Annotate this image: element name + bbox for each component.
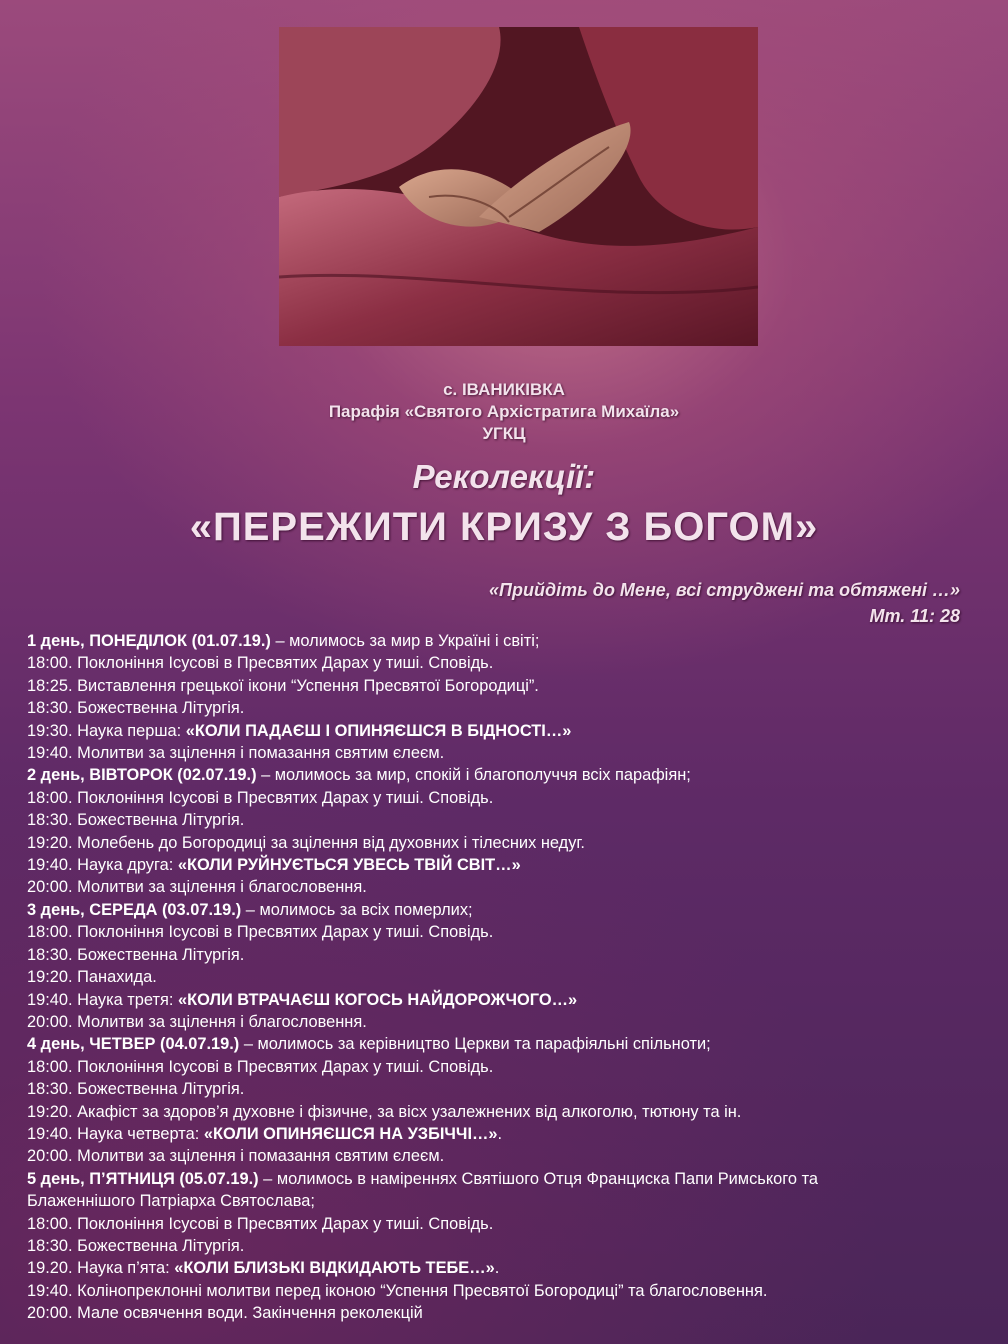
schedule-line-time: 19:40. Наука друга: — [27, 856, 178, 875]
schedule-line — [27, 1056, 987, 1078]
schedule-line — [27, 675, 987, 697]
schedule-line — [27, 1302, 987, 1324]
schedule-line-text: . — [497, 1124, 503, 1143]
schedule-list — [27, 630, 987, 1325]
schedule-line — [27, 944, 987, 966]
schedule-line — [27, 720, 987, 742]
schedule-line-text: 19:20. Акафіст за здоров’я духовне і фізичне, за віcх узалежнених від алкоголю, тютюну та ін. — [27, 1102, 742, 1121]
schedule-line — [27, 1190, 987, 1212]
schedule-line — [27, 832, 987, 854]
schedule-line — [27, 652, 987, 674]
schedule-line-text: 18:30. Божественна Літургія. — [27, 1080, 245, 1099]
schedule-line — [27, 1078, 987, 1100]
schedule-line-text: 20:00. Молитви за зцілення і помазання святим єлеєм. — [27, 1147, 445, 1166]
village-name: с. ІВАНИКІВКА — [443, 380, 565, 399]
schedule-line-time: 19.20. Наука п’ята: — [27, 1259, 175, 1278]
schedule-line — [27, 1033, 987, 1055]
schedule-line-text: 18:00. Поклоніння Ісусові в Пресвятих Дарах у тиші. Сповідь. — [27, 654, 494, 673]
schedule-line-text: – молимось за керівництво Церкви та парафіяльні спільноти; — [239, 1035, 711, 1054]
schedule-line-text: 19:40. Колінопреклонні молитви перед іконою “Успення Пресвятої Богородиці” та благословення. — [27, 1281, 768, 1300]
praying-hands-photo — [279, 27, 758, 346]
schedule-line — [27, 787, 987, 809]
schedule-line-bold: «КОЛИ РУЙНУЄТЬСЯ УВЕСЬ ТВІЙ СВІТ…» — [177, 856, 521, 875]
schedule-line-text: 20:00. Молитви за зцілення і благословення. — [27, 1012, 367, 1031]
schedule-line — [27, 742, 987, 764]
schedule-line-text: 18:00. Поклоніння Ісусові в Пресвятих Дарах у тиші. Сповідь. — [27, 1214, 494, 1233]
schedule-line-text: 18:00. Поклоніння Ісусові в Пресвятих Дарах у тиші. Сповідь. — [27, 923, 494, 942]
schedule-line-bold: 1 день, ПОНЕДІЛОК (01.07.19.) — [27, 632, 271, 650]
schedule-line-text: 18:30. Божественна Літургія. — [27, 1236, 245, 1255]
schedule-line — [27, 1123, 987, 1145]
schedule-line-text: – молимось за мир, спокій і благополуччя всіх парафіян; — [256, 766, 691, 785]
schedule-line — [27, 989, 987, 1011]
schedule-line-text: Блаженнішого Патріарха Святослава; — [27, 1192, 315, 1211]
schedule-line-text: 18:30. Божественна Літургія. — [27, 811, 245, 830]
schedule-line — [27, 1101, 987, 1123]
schedule-line — [27, 1213, 987, 1235]
schedule-line — [27, 854, 987, 876]
schedule-line-text: 19:20. Молебень до Богородиці за зцілення від духовних і тілесних недуг. — [27, 833, 585, 852]
church-name: УГКЦ — [482, 424, 526, 443]
scripture-quote: «Прийдіть до Мене, всі струджені та обтяжені …» — [489, 580, 960, 600]
schedule-line — [27, 809, 987, 831]
schedule-line-time: 19:30. Наука перша: — [27, 721, 186, 740]
schedule-line — [27, 921, 987, 943]
schedule-line-bold: «КОЛИ БЛИЗЬКІ ВІДКИДАЮТЬ ТЕБЕ…» — [174, 1259, 495, 1278]
schedule-line-text: 18:00. Поклоніння Ісусові в Пресвятих Дарах у тиші. Сповідь. — [27, 1057, 494, 1076]
schedule-line-bold: «КОЛИ ОПИНЯЄШСЯ НА УЗБІЧЧІ…» — [203, 1124, 498, 1143]
schedule-line-bold: «КОЛИ ВТРАЧАЄШ КОГОСЬ НАЙДОРОЖЧОГО…» — [177, 990, 578, 1009]
schedule-line-bold: «КОЛИ ПАДАЄШ І ОПИНЯЄШСЯ В БІДНОСТІ…» — [185, 721, 572, 740]
schedule-line-text: 20:00. Мале освячення води. Закінчення реколекцій — [27, 1304, 423, 1323]
schedule-line — [27, 630, 987, 652]
schedule-line — [27, 899, 987, 921]
schedule-line-text: 18:30. Божественна Літургія. — [27, 945, 245, 964]
schedule-line-text: 18:30. Божественна Літургія. — [27, 699, 245, 718]
schedule-line-text: . — [494, 1259, 500, 1278]
schedule-line-bold: 2 день, ВІВТОРОК (02.07.19.) — [27, 766, 257, 785]
schedule-line — [27, 764, 987, 786]
scripture-reference: Мт. 11: 28 — [869, 606, 960, 626]
schedule-line-bold: 4 день, ЧЕТВЕР (04.07.19.) — [27, 1035, 240, 1054]
schedule-line-bold: 3 день, СЕРЕДА (03.07.19.) — [27, 900, 242, 919]
schedule-line — [27, 1280, 987, 1302]
schedule-line — [27, 876, 987, 898]
schedule-line — [27, 697, 987, 719]
schedule-line — [27, 1168, 987, 1190]
schedule-line-text: 18:00. Поклоніння Ісусові в Пресвятих Дарах у тиші. Сповідь. — [27, 788, 494, 807]
schedule-line — [27, 966, 987, 988]
retreat-theme: «ПЕРЕЖИТИ КРИЗУ З БОГОМ» — [189, 505, 819, 549]
schedule-line-text: 18:25. Виставлення грецької ікони “Успення Пресвятої Богородиці”. — [27, 676, 539, 695]
schedule-line — [27, 1011, 987, 1033]
schedule-line-bold: 5 день, П’ЯТНИЦЯ (05.07.19.) — [27, 1169, 259, 1188]
schedule-line — [27, 1257, 987, 1279]
schedule-line-text: 19:20. Панахида. — [27, 968, 157, 987]
schedule-line-time: 19:40. Наука третя: — [27, 990, 178, 1009]
page-title: Реколекції: — [412, 458, 596, 495]
schedule-line-time: 19:40. Наука четверта: — [27, 1124, 204, 1143]
schedule-line-text: – молимось за мир в Україні і світі; — [270, 632, 540, 650]
schedule-line-text: – молимось в наміреннях Святішого Отця Франциска Папи Римського та — [258, 1169, 819, 1188]
schedule-line-text: 19:40. Молитви за зцілення і помазання святим єлеєм. — [27, 744, 445, 763]
schedule-line — [27, 1235, 987, 1257]
schedule-line-text: 20:00. Молитви за зцілення і благословення. — [27, 878, 367, 897]
parish-name: Парафія «Святого Архістратига Михаїла» — [328, 402, 680, 421]
schedule-line — [27, 1145, 987, 1167]
praying-hands-illustration — [279, 27, 758, 346]
schedule-line-text: – молимось за всіх померлих; — [241, 900, 473, 919]
